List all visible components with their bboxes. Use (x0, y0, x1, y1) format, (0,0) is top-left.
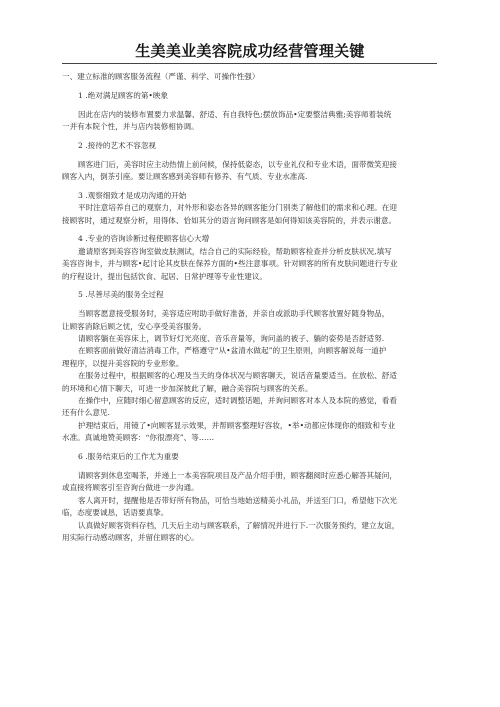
paragraph-line: 临，态度要诚恳，话语要真挚。 (62, 508, 169, 518)
paragraph-line: 请顾客到休息室喝茶，并递上一本美容院项目及产品介绍手册，顾客翻阅时应悉心解答其疑问， (78, 470, 397, 480)
paragraph-line: 请顾客躺在美容床上，调节好灯光亮度、音乐音量等，询问盖的被子、躺的姿势是否舒适努. (78, 334, 385, 344)
paragraph-line: 或直接将顾客引至咨询台做进一步沟通。 (62, 483, 199, 493)
paragraph-line: 还有什么意见. (62, 408, 110, 418)
paragraph-line: 用实际行动感动顾客，并留住顾客的心。 (62, 532, 199, 542)
paragraph-line: 让顾客消除后顾之忧，安心享受美容服务。 (62, 321, 207, 331)
document-title: 生美美业美容院成功经营管理关键 (135, 42, 365, 60)
paragraph-line: 的环境和心情下聊天，可进一步加深彼此了解，融合美容院与顾客的关系。 (62, 383, 313, 393)
paragraph-line: 邀请原客到美容咨询室做皮肤测试，结合自己的实际经验，帮助顾客检查并分析皮肤状况,填写 (78, 246, 392, 256)
paragraph-line: 平时注意培养自己的观察力，对外形和姿态各异的顾客能分门别类了解他们的需求和心理。在迎 (78, 203, 397, 213)
paragraph-line: 的疗程设计，提出包括饮食、起居、日常护理等专业性建议。 (62, 271, 268, 281)
paragraph-line: 理程序，以提升美容院的专业形象。 (62, 358, 184, 368)
paragraph-line: 当顾客愿意接受服务时，美容适应咐助手做好准备，并亲自或派助手代顾客放置好随身物品， (78, 309, 390, 319)
title-underline (62, 63, 437, 64)
paragraph-line: 顾客入内，倒茶引座。要让顾客感到美容师有修养、有气质、专业水准高. (62, 172, 308, 181)
subheading-5: 5 .尽善尽美的服务全过程 (78, 290, 164, 300)
document-body (62, 71, 438, 544)
paragraph-line: 接顾客时，通过观察分析，用得体、恰如其分的语言询问顾客是如何得知该美容院的，并表示谢意。 (62, 215, 397, 225)
subheading-3: 3 .观察细致才是成功沟通的开始 (78, 190, 187, 200)
paragraph-line: 一并有本院个性，并与店内装修相协调。 (62, 122, 199, 131)
paragraph-line: 护理结束后，用镜了•向顾客显示效果，并帮顾客整理好容妆，•举•动都应体现你的细致和专业 (78, 420, 396, 430)
subheading-6: 6 .服务结束后的工作尤为重要 (78, 452, 179, 462)
paragraph-line: 在顾客面前做好清洁消毒工作，严格遵守“从•盆清水做起”的卫生原则，向顾客解说每一道护 (78, 346, 387, 356)
paragraph-line: 客人离开时，提醒他是否带好所有物品，可恰当地始送精美小礼品，并送至门口，希望他下次光 (78, 495, 397, 505)
paragraph-line: 在服务过程中，根据顾客的心理及当天的身体状况与顾客聊天，说话音量要适当。在放松、舒适 (78, 371, 397, 381)
paragraph-line: 顾客进门后，美容时应主动热情上前问候，保持低姿态，以专业礼仪和专业术语，面带微笑迎接 (78, 159, 397, 169)
paragraph-line: 认真做好顾客资料存档，几天后主动与顾客联系，了解情况并进行下.一次服务预约，建立友谊， (78, 520, 400, 530)
subheading-4: 4 .专业的咨询诊断过程使顾客信心大增 (78, 234, 210, 244)
subheading-2: 2 .接待的艺术不容忽视 (78, 140, 157, 150)
paragraph-line: 美容咨询卡，并与顾客•起讨论其皮肤在保养方面的•些注意事项。针对顾客的所有皮肤问题进行专业 (62, 259, 398, 269)
subheading-1: 1 .绝对满足顾客的第•映象 (78, 90, 169, 100)
paragraph-line: 水准。真诚地赞美顾客：“你很漂亮”、等…… (62, 433, 215, 443)
paragraph-line: 因此在店内的装修布置要力求温馨、舒适、有自我特色;摆放饰品•定要整洁典雅;美容师着装统 (78, 109, 392, 119)
paragraph-line: 在操作中，应随时细心留意顾客的反应，适时调整话题，并询问顾客对本人及本院的感觉，看看 (78, 396, 397, 406)
section-heading: 一、建立标准的顾客服务流程（严谨、科学、可操作性强） (62, 72, 260, 81)
